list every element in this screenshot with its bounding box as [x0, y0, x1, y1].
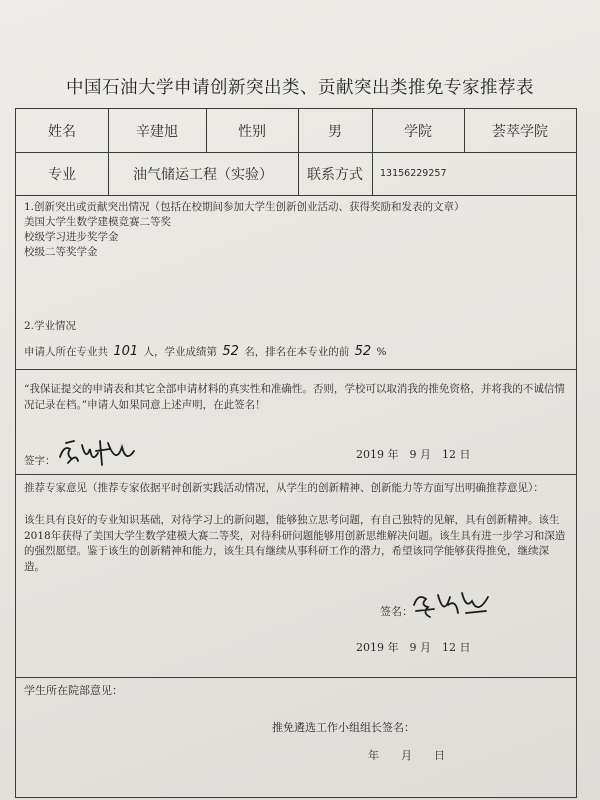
contact-value: 13156229257 [380, 168, 447, 179]
expert-opinion-text: 该生具有良好的专业知识基础，对待学习上的新问题，能够独立思考问题，有自己独特的见解，具有创新精神。该生2018年获得了美国大学生数学建模大赛二等奖，对待科研问题能够用创新思维解决问题。该生具有进一步学习和深造的强烈愿望。鉴于该生的创新精神和能力，该生具有继续从事科研工作的潜力，希望该同学能够获得推免，继续深造。 [24, 514, 566, 573]
contact-label: 联系方式 [307, 166, 363, 183]
expert-date: 2019 年 9 月 12 日 [356, 641, 471, 654]
major-value: 油气储运工程（实验） [133, 166, 273, 183]
rank-percent: 52 [354, 344, 372, 359]
applicant-signature [56, 435, 138, 469]
expert-sign-label: 签名： [380, 605, 413, 618]
academic-mid1: 人，学业成绩第 [143, 346, 218, 358]
academic-suffix: % [376, 346, 387, 358]
college-label: 学院 [404, 123, 432, 140]
academic-mid2: 名，排名在本专业的前 [244, 346, 350, 358]
leader-sign-label: 推免遴选工作小组组长签名： [272, 721, 415, 734]
section2-heading: 2.学业情况 [24, 320, 77, 332]
gender-value: 男 [328, 123, 342, 140]
academic-line [24, 345, 566, 360]
grade-rank: 52 [222, 344, 239, 359]
award-item: 校级二等奖学金 [24, 246, 98, 258]
college-opinion-label: 学生所在院部意见： [24, 684, 123, 697]
section1-heading: 1.创新突出或贡献突出情况（包括在校期间参加大学生创新创业活动、获得奖励和发表的文章） [24, 201, 465, 213]
award-item: 美国大学生数学建模竞赛二等奖 [24, 216, 171, 228]
name-value: 辛建旭 [136, 123, 178, 140]
expert-signature [408, 587, 492, 621]
academic-prefix: 申请人所在专业共 [24, 346, 108, 358]
college-date: 年 月 日 [368, 749, 445, 762]
form-title: 中国石油大学申请创新突出类、贡献突出类推免专家推荐表 [66, 78, 534, 98]
college-value: 荟萃学院 [492, 123, 548, 140]
major-total-count: 101 [113, 344, 139, 359]
recommendation-form [15, 108, 577, 798]
gender-label: 性别 [238, 123, 266, 140]
name-label: 姓名 [48, 123, 76, 140]
award-item: 校级学习进步奖学金 [24, 231, 119, 243]
major-label: 专业 [48, 166, 76, 183]
declaration-text: “我保证提交的申请表和其它全部申请材料的真实性和准确性。否则，学校可以取消我的推免资格，并将我的不诚信情况记录在档。”申请人如果同意上述声明，在此签名！ [24, 383, 565, 411]
declaration-date: 2019 年 9 月 12 日 [356, 448, 471, 461]
applicant-sign-label: 签字： [24, 455, 56, 467]
expert-heading: 推荐专家意见（推荐专家依据平时创新实践活动情况，从学生的创新精神、创新能力等方面写出明确推荐意见）： [24, 482, 544, 494]
